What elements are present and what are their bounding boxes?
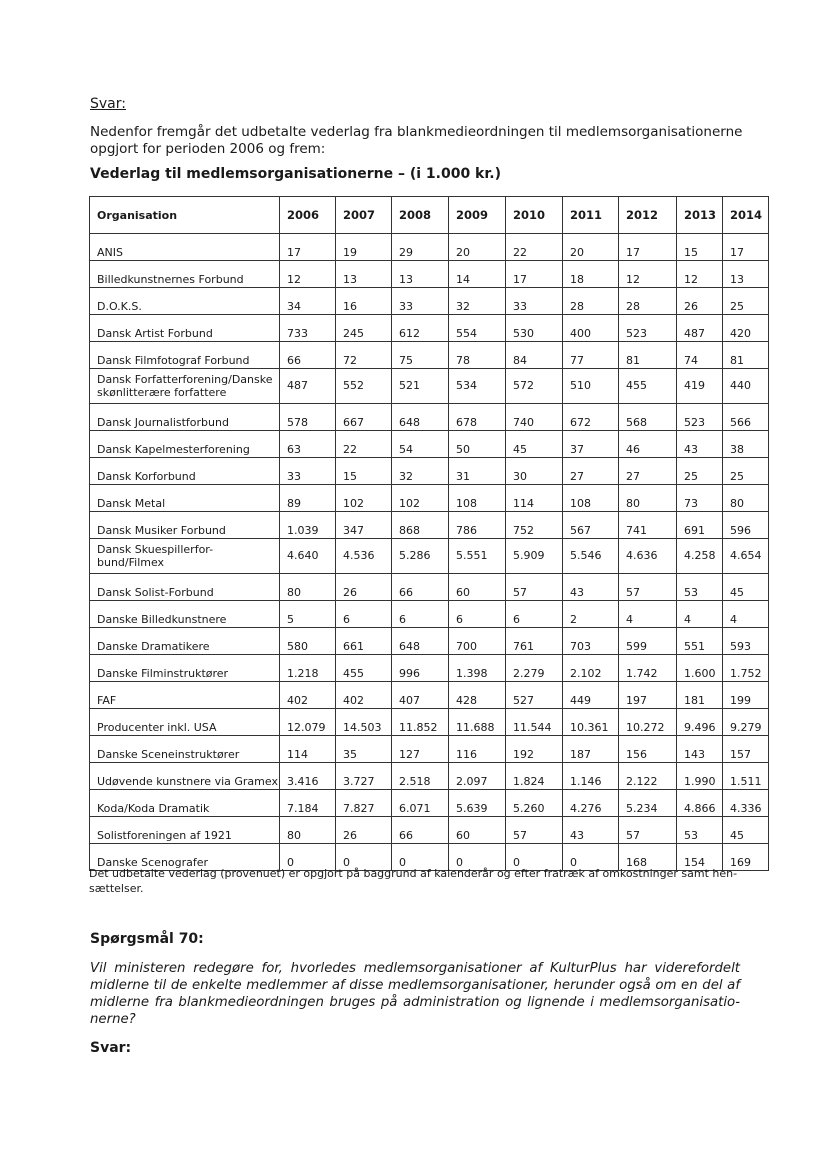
- value-cell: 22: [336, 431, 392, 458]
- value-cell: 5.260: [506, 790, 563, 817]
- table-row: [90, 709, 769, 736]
- value-cell: 455: [619, 369, 677, 404]
- value-cell: 4: [619, 601, 677, 628]
- organisation-cell: Producenter inkl. USA: [90, 709, 280, 736]
- value-cell: 1.990: [677, 763, 723, 790]
- value-cell: 4: [677, 601, 723, 628]
- value-cell: 80: [280, 574, 336, 601]
- value-cell: 400: [563, 315, 619, 342]
- value-cell: 14.503: [336, 709, 392, 736]
- table-row: [90, 628, 769, 655]
- value-cell: 13: [723, 261, 769, 288]
- value-cell: 7.827: [336, 790, 392, 817]
- value-cell: 551: [677, 628, 723, 655]
- value-cell: 26: [336, 574, 392, 601]
- value-cell: 572: [506, 369, 563, 404]
- value-cell: 66: [280, 342, 336, 369]
- value-cell: 157: [723, 736, 769, 763]
- value-cell: 19: [336, 234, 392, 261]
- value-cell: 102: [336, 485, 392, 512]
- value-cell: 102: [392, 485, 449, 512]
- value-cell: 6: [392, 601, 449, 628]
- value-cell: 11.688: [449, 709, 506, 736]
- organisation-cell: Dansk Skuespillerfor-bund/Filmex: [90, 539, 280, 574]
- organisation-cell: Dansk Musiker Forbund: [90, 512, 280, 539]
- value-cell: 554: [449, 315, 506, 342]
- value-cell: 114: [506, 485, 563, 512]
- value-cell: 10.272: [619, 709, 677, 736]
- value-cell: 672: [563, 404, 619, 431]
- value-cell: 402: [280, 682, 336, 709]
- value-cell: 347: [336, 512, 392, 539]
- value-cell: 57: [506, 817, 563, 844]
- value-cell: 4.654: [723, 539, 769, 574]
- value-cell: 4.258: [677, 539, 723, 574]
- value-cell: 648: [392, 628, 449, 655]
- value-cell: 43: [563, 817, 619, 844]
- value-cell: 449: [563, 682, 619, 709]
- table-header-row: [90, 197, 769, 234]
- value-cell: 3.416: [280, 763, 336, 790]
- value-cell: 440: [723, 369, 769, 404]
- value-cell: 50: [449, 431, 506, 458]
- value-cell: 487: [677, 315, 723, 342]
- value-cell: 46: [619, 431, 677, 458]
- value-cell: 1.039: [280, 512, 336, 539]
- table-row: [90, 655, 769, 682]
- value-cell: 89: [280, 485, 336, 512]
- value-cell: 6: [449, 601, 506, 628]
- value-cell: 596: [723, 512, 769, 539]
- organisation-cell: Danske Filminstruktører: [90, 655, 280, 682]
- value-cell: 5.639: [449, 790, 506, 817]
- value-cell: 2.122: [619, 763, 677, 790]
- column-header-year: 2007: [336, 197, 392, 234]
- value-cell: 419: [677, 369, 723, 404]
- table-body: [90, 234, 769, 871]
- organisation-cell: Koda/Koda Dramatik: [90, 790, 280, 817]
- value-cell: 6.071: [392, 790, 449, 817]
- value-cell: 32: [392, 458, 449, 485]
- value-cell: 25: [677, 458, 723, 485]
- table-row: [90, 288, 769, 315]
- value-cell: 16: [336, 288, 392, 315]
- value-cell: 18: [563, 261, 619, 288]
- value-cell: 0: [506, 844, 563, 871]
- value-cell: 11.544: [506, 709, 563, 736]
- value-cell: 63: [280, 431, 336, 458]
- value-cell: 13: [336, 261, 392, 288]
- organisation-cell: Dansk Korforbund: [90, 458, 280, 485]
- value-cell: 80: [280, 817, 336, 844]
- table-row: [90, 404, 769, 431]
- value-cell: 667: [336, 404, 392, 431]
- value-cell: 57: [619, 574, 677, 601]
- value-cell: 530: [506, 315, 563, 342]
- value-cell: 80: [619, 485, 677, 512]
- value-cell: 12: [677, 261, 723, 288]
- value-cell: 12: [280, 261, 336, 288]
- organisation-cell: Danske Billedkunstnere: [90, 601, 280, 628]
- value-cell: 43: [677, 431, 723, 458]
- table-row: [90, 763, 769, 790]
- value-cell: 37: [563, 431, 619, 458]
- value-cell: 1.511: [723, 763, 769, 790]
- value-cell: 700: [449, 628, 506, 655]
- value-cell: 20: [449, 234, 506, 261]
- question-text: Vil ministeren redegøre for, hvorledes medlemsorganisationer af KulturPlus har viderefordelt midlerne til de enkelte medlemmer af disse medlemsorganisationer, herunder også om en del af midlerne fra blankmedieordningen bruges på administration og lignende i medlemsorganisatio-nerne?: [90, 961, 740, 1027]
- organisation-cell: Udøvende kunstnere via Gramex: [90, 763, 280, 790]
- value-cell: 53: [677, 574, 723, 601]
- organisation-cell: Danske Scenografer: [90, 844, 280, 871]
- value-cell: 4.640: [280, 539, 336, 574]
- value-cell: 996: [392, 655, 449, 682]
- column-header-year: 2012: [619, 197, 677, 234]
- value-cell: 1.824: [506, 763, 563, 790]
- value-cell: 60: [449, 817, 506, 844]
- value-cell: 1.218: [280, 655, 336, 682]
- organisation-cell: Dansk Kapelmesterforening: [90, 431, 280, 458]
- value-cell: 599: [619, 628, 677, 655]
- organisation-cell: Dansk Metal: [90, 485, 280, 512]
- value-cell: 154: [677, 844, 723, 871]
- value-cell: 45: [506, 431, 563, 458]
- value-cell: 580: [280, 628, 336, 655]
- value-cell: 192: [506, 736, 563, 763]
- value-cell: 567: [563, 512, 619, 539]
- value-cell: 31: [449, 458, 506, 485]
- value-cell: 0: [449, 844, 506, 871]
- value-cell: 12.079: [280, 709, 336, 736]
- column-header-year: 2013: [677, 197, 723, 234]
- value-cell: 402: [336, 682, 392, 709]
- value-cell: 0: [563, 844, 619, 871]
- value-cell: 15: [677, 234, 723, 261]
- value-cell: 523: [677, 404, 723, 431]
- value-cell: 187: [563, 736, 619, 763]
- value-cell: 761: [506, 628, 563, 655]
- value-cell: 786: [449, 512, 506, 539]
- intro-paragraph: Nedenfor fremgår det udbetalte vederlag fra blankmedieordningen til medlemsorganisationerne opgjort for perioden 2006 og frem:: [90, 124, 743, 157]
- value-cell: 752: [506, 512, 563, 539]
- value-cell: 14: [449, 261, 506, 288]
- value-cell: 108: [449, 485, 506, 512]
- value-cell: 2: [563, 601, 619, 628]
- value-cell: 66: [392, 817, 449, 844]
- value-cell: 2.279: [506, 655, 563, 682]
- value-cell: 5.234: [619, 790, 677, 817]
- value-cell: 33: [506, 288, 563, 315]
- organisation-cell: Dansk Journalistforbund: [90, 404, 280, 431]
- value-cell: 420: [723, 315, 769, 342]
- organisation-cell: Dansk Solist-Forbund: [90, 574, 280, 601]
- table-row: [90, 261, 769, 288]
- table-row: [90, 539, 769, 574]
- value-cell: 17: [619, 234, 677, 261]
- value-cell: 0: [336, 844, 392, 871]
- value-cell: 35: [336, 736, 392, 763]
- value-cell: 116: [449, 736, 506, 763]
- table-row: [90, 234, 769, 261]
- value-cell: 17: [280, 234, 336, 261]
- answer-heading-2: Svar:: [90, 1040, 132, 1056]
- value-cell: 523: [619, 315, 677, 342]
- table-row: [90, 512, 769, 539]
- table-row: [90, 342, 769, 369]
- value-cell: 510: [563, 369, 619, 404]
- value-cell: 521: [392, 369, 449, 404]
- organisation-cell: Solistforeningen af 1921: [90, 817, 280, 844]
- value-cell: 34: [280, 288, 336, 315]
- value-cell: 73: [677, 485, 723, 512]
- value-cell: 30: [506, 458, 563, 485]
- value-cell: 1.752: [723, 655, 769, 682]
- value-cell: 4.866: [677, 790, 723, 817]
- value-cell: 156: [619, 736, 677, 763]
- value-cell: 66: [392, 574, 449, 601]
- value-cell: 84: [506, 342, 563, 369]
- value-cell: 5.551: [449, 539, 506, 574]
- organisation-cell: D.O.K.S.: [90, 288, 280, 315]
- value-cell: 245: [336, 315, 392, 342]
- organisation-cell: Dansk Artist Forbund: [90, 315, 280, 342]
- value-cell: 552: [336, 369, 392, 404]
- question-title: Spørgsmål 70:: [90, 931, 204, 947]
- value-cell: 13: [392, 261, 449, 288]
- value-cell: 5.546: [563, 539, 619, 574]
- value-cell: 4.536: [336, 539, 392, 574]
- value-cell: 25: [723, 288, 769, 315]
- value-cell: 4.636: [619, 539, 677, 574]
- column-header-year: 2010: [506, 197, 563, 234]
- organisation-cell: Danske Dramatikere: [90, 628, 280, 655]
- value-cell: 661: [336, 628, 392, 655]
- value-cell: 6: [336, 601, 392, 628]
- value-cell: 9.279: [723, 709, 769, 736]
- value-cell: 72: [336, 342, 392, 369]
- value-cell: 17: [723, 234, 769, 261]
- value-cell: 2.102: [563, 655, 619, 682]
- value-cell: 20: [563, 234, 619, 261]
- value-cell: 2.097: [449, 763, 506, 790]
- value-cell: 29: [392, 234, 449, 261]
- value-cell: 43: [563, 574, 619, 601]
- table-row: [90, 601, 769, 628]
- value-cell: 691: [677, 512, 723, 539]
- organisation-cell: FAF: [90, 682, 280, 709]
- organisation-cell: Dansk Forfatterforening/Danske skønlitterære forfattere: [90, 369, 280, 404]
- table-title: Vederlag til medlemsorganisationerne – (i 1.000 kr.): [90, 166, 501, 182]
- value-cell: 1.146: [563, 763, 619, 790]
- value-cell: 199: [723, 682, 769, 709]
- value-cell: 26: [677, 288, 723, 315]
- value-cell: 45: [723, 574, 769, 601]
- value-cell: 1.600: [677, 655, 723, 682]
- organisation-cell: Dansk Filmfotograf Forbund: [90, 342, 280, 369]
- value-cell: 27: [619, 458, 677, 485]
- value-cell: 648: [392, 404, 449, 431]
- value-cell: 455: [336, 655, 392, 682]
- value-cell: 127: [392, 736, 449, 763]
- value-cell: 168: [619, 844, 677, 871]
- value-cell: 26: [336, 817, 392, 844]
- value-cell: 578: [280, 404, 336, 431]
- value-cell: 11.852: [392, 709, 449, 736]
- value-cell: 108: [563, 485, 619, 512]
- value-cell: 169: [723, 844, 769, 871]
- table-row: [90, 369, 769, 404]
- value-cell: 74: [677, 342, 723, 369]
- value-cell: 27: [563, 458, 619, 485]
- value-cell: 32: [449, 288, 506, 315]
- column-header-year: 2011: [563, 197, 619, 234]
- value-cell: 143: [677, 736, 723, 763]
- value-cell: 7.184: [280, 790, 336, 817]
- value-cell: 38: [723, 431, 769, 458]
- value-cell: 33: [392, 288, 449, 315]
- value-cell: 9.496: [677, 709, 723, 736]
- value-cell: 703: [563, 628, 619, 655]
- value-cell: 78: [449, 342, 506, 369]
- table-row: [90, 682, 769, 709]
- value-cell: 5.286: [392, 539, 449, 574]
- value-cell: 45: [723, 817, 769, 844]
- value-cell: 678: [449, 404, 506, 431]
- value-cell: 2.518: [392, 763, 449, 790]
- value-cell: 12: [619, 261, 677, 288]
- value-cell: 6: [506, 601, 563, 628]
- value-cell: 740: [506, 404, 563, 431]
- value-cell: 10.361: [563, 709, 619, 736]
- value-cell: 566: [723, 404, 769, 431]
- table-row: [90, 790, 769, 817]
- value-cell: 0: [392, 844, 449, 871]
- value-cell: 593: [723, 628, 769, 655]
- value-cell: 4.336: [723, 790, 769, 817]
- value-cell: 81: [723, 342, 769, 369]
- value-cell: 741: [619, 512, 677, 539]
- table-row: [90, 817, 769, 844]
- value-cell: 22: [506, 234, 563, 261]
- organisation-cell: Billedkunstnernes Forbund: [90, 261, 280, 288]
- value-cell: 428: [449, 682, 506, 709]
- value-cell: 54: [392, 431, 449, 458]
- value-cell: 407: [392, 682, 449, 709]
- value-cell: 77: [563, 342, 619, 369]
- value-cell: 81: [619, 342, 677, 369]
- value-cell: 527: [506, 682, 563, 709]
- value-cell: 17: [506, 261, 563, 288]
- value-cell: 25: [723, 458, 769, 485]
- value-cell: 3.727: [336, 763, 392, 790]
- column-header-year: 2006: [280, 197, 336, 234]
- value-cell: 57: [506, 574, 563, 601]
- value-cell: 733: [280, 315, 336, 342]
- table-row: [90, 315, 769, 342]
- value-cell: 181: [677, 682, 723, 709]
- value-cell: 4: [723, 601, 769, 628]
- value-cell: 80: [723, 485, 769, 512]
- value-cell: 487: [280, 369, 336, 404]
- value-cell: 4.276: [563, 790, 619, 817]
- value-cell: 0: [280, 844, 336, 871]
- column-header-year: 2008: [392, 197, 449, 234]
- value-cell: 1.398: [449, 655, 506, 682]
- table-row: [90, 431, 769, 458]
- value-cell: 534: [449, 369, 506, 404]
- column-header-year: 2014: [723, 197, 769, 234]
- value-cell: 1.742: [619, 655, 677, 682]
- table-row: [90, 574, 769, 601]
- value-cell: 114: [280, 736, 336, 763]
- value-cell: 60: [449, 574, 506, 601]
- value-cell: 53: [677, 817, 723, 844]
- value-cell: 5.909: [506, 539, 563, 574]
- table-footnote: Det udbetalte vederlag (provenuet) er opgjort på baggrund af kalenderår og efter fratræk af omkostninger samt hen-sættelser.: [89, 867, 738, 895]
- value-cell: 568: [619, 404, 677, 431]
- value-cell: 33: [280, 458, 336, 485]
- column-header-organisation: Organisation: [90, 197, 280, 234]
- value-cell: 75: [392, 342, 449, 369]
- answer-heading: Svar:: [90, 96, 126, 112]
- value-cell: 15: [336, 458, 392, 485]
- remuneration-table: [89, 196, 769, 871]
- organisation-cell: Danske Sceneinstruktører: [90, 736, 280, 763]
- table-row: [90, 736, 769, 763]
- value-cell: 28: [563, 288, 619, 315]
- table-row: [90, 458, 769, 485]
- column-header-year: 2009: [449, 197, 506, 234]
- value-cell: 57: [619, 817, 677, 844]
- table-row: [90, 485, 769, 512]
- organisation-cell: ANIS: [90, 234, 280, 261]
- value-cell: 868: [392, 512, 449, 539]
- value-cell: 197: [619, 682, 677, 709]
- value-cell: 28: [619, 288, 677, 315]
- value-cell: 5: [280, 601, 336, 628]
- value-cell: 612: [392, 315, 449, 342]
